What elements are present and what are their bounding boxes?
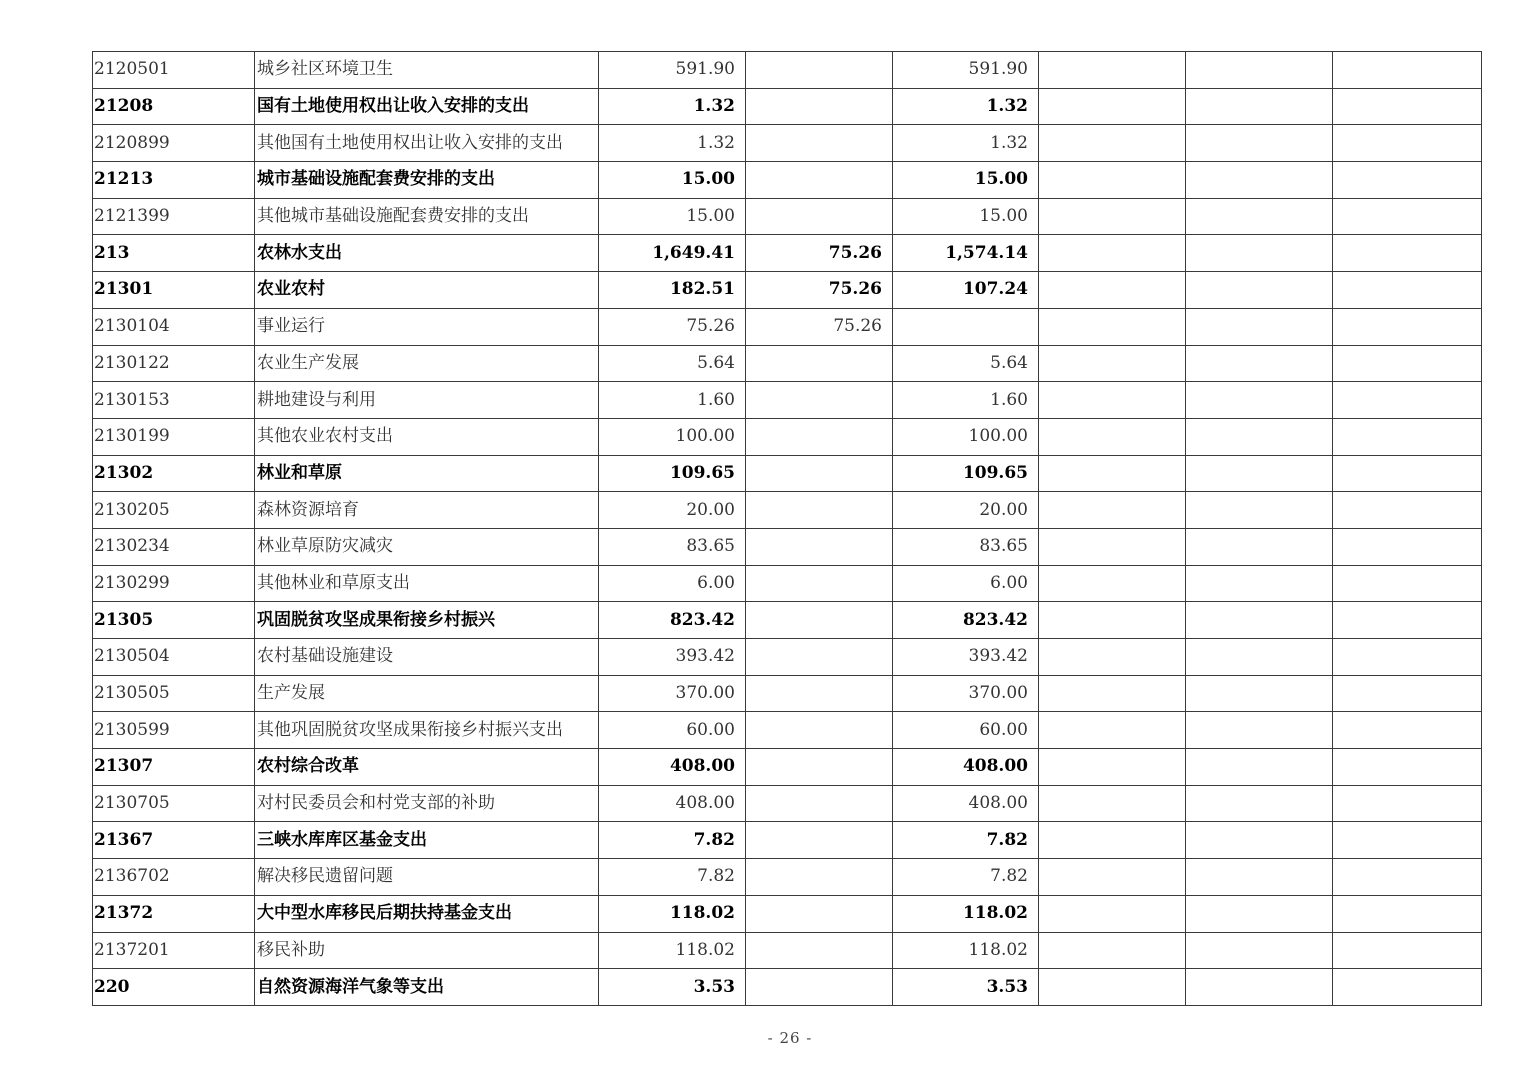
- table-row: [93, 455, 1482, 492]
- project-expenditure-cell: 408.00: [893, 749, 1039, 786]
- table-row: [93, 345, 1482, 382]
- empty-cell: [1039, 602, 1186, 639]
- empty-cell: [1333, 749, 1482, 786]
- subject-code-cell: 2136702: [93, 859, 255, 896]
- table-row: [93, 822, 1482, 859]
- total-amount-cell: 1.60: [599, 382, 746, 419]
- subject-code-cell: 2130199: [93, 418, 255, 455]
- empty-cell: [1186, 455, 1333, 492]
- empty-cell: [1039, 492, 1186, 529]
- subject-name-cell: 耕地建设与利用: [255, 382, 599, 419]
- subject-name-cell: 其他城市基础设施配套费安排的支出: [255, 198, 599, 235]
- subject-code-cell: 2137201: [93, 932, 255, 969]
- basic-expenditure-cell: [746, 749, 893, 786]
- empty-cell: [1039, 859, 1186, 896]
- subject-code-cell: 220: [93, 969, 255, 1006]
- subject-code-cell: 2130504: [93, 639, 255, 676]
- total-amount-cell: 83.65: [599, 528, 746, 565]
- total-amount-cell: 118.02: [599, 932, 746, 969]
- basic-expenditure-cell: [746, 418, 893, 455]
- table-row: [93, 198, 1482, 235]
- empty-cell: [1039, 308, 1186, 345]
- subject-name-cell: 移民补助: [255, 932, 599, 969]
- empty-cell: [1186, 418, 1333, 455]
- total-amount-cell: 1.32: [599, 88, 746, 125]
- basic-expenditure-cell: 75.26: [746, 272, 893, 309]
- basic-expenditure-cell: [746, 52, 893, 89]
- empty-cell: [1186, 859, 1333, 896]
- total-amount-cell: 75.26: [599, 308, 746, 345]
- basic-expenditure-cell: [746, 675, 893, 712]
- empty-cell: [1186, 272, 1333, 309]
- basic-expenditure-cell: [746, 712, 893, 749]
- table-row: [93, 969, 1482, 1006]
- page-number: - 26 -: [767, 1029, 813, 1047]
- table-row: [93, 675, 1482, 712]
- empty-cell: [1186, 235, 1333, 272]
- empty-cell: [1039, 895, 1186, 932]
- subject-code-cell: 2120899: [93, 125, 255, 162]
- subject-code-cell: 21367: [93, 822, 255, 859]
- basic-expenditure-cell: 75.26: [746, 235, 893, 272]
- project-expenditure-cell: 591.90: [893, 52, 1039, 89]
- project-expenditure-cell: 107.24: [893, 272, 1039, 309]
- project-expenditure-cell: 408.00: [893, 785, 1039, 822]
- project-expenditure-cell: 7.82: [893, 859, 1039, 896]
- basic-expenditure-cell: [746, 822, 893, 859]
- empty-cell: [1039, 639, 1186, 676]
- subject-code-cell: 2120501: [93, 52, 255, 89]
- subject-code-cell: 21307: [93, 749, 255, 786]
- subject-code-cell: 2130705: [93, 785, 255, 822]
- table-row: [93, 932, 1482, 969]
- empty-cell: [1039, 712, 1186, 749]
- project-expenditure-cell: 1.32: [893, 88, 1039, 125]
- empty-cell: [1186, 675, 1333, 712]
- subject-name-cell: 巩固脱贫攻坚成果衔接乡村振兴: [255, 602, 599, 639]
- subject-name-cell: 其他农业农村支出: [255, 418, 599, 455]
- total-amount-cell: 1,649.41: [599, 235, 746, 272]
- basic-expenditure-cell: [746, 639, 893, 676]
- empty-cell: [1333, 418, 1482, 455]
- empty-cell: [1039, 969, 1186, 1006]
- subject-code-cell: 2130205: [93, 492, 255, 529]
- table-row: [93, 895, 1482, 932]
- subject-code-cell: 2130234: [93, 528, 255, 565]
- empty-cell: [1333, 675, 1482, 712]
- subject-name-cell: 解决移民遗留问题: [255, 859, 599, 896]
- total-amount-cell: 100.00: [599, 418, 746, 455]
- basic-expenditure-cell: [746, 162, 893, 199]
- empty-cell: [1333, 932, 1482, 969]
- subject-code-cell: 21305: [93, 602, 255, 639]
- budget-expenditure-table: [92, 51, 1482, 1006]
- total-amount-cell: 823.42: [599, 602, 746, 639]
- total-amount-cell: 118.02: [599, 895, 746, 932]
- empty-cell: [1186, 528, 1333, 565]
- empty-cell: [1186, 52, 1333, 89]
- total-amount-cell: 15.00: [599, 198, 746, 235]
- empty-cell: [1333, 528, 1482, 565]
- basic-expenditure-cell: [746, 345, 893, 382]
- subject-name-cell: 其他巩固脱贫攻坚成果衔接乡村振兴支出: [255, 712, 599, 749]
- empty-cell: [1333, 382, 1482, 419]
- subject-code-cell: 21301: [93, 272, 255, 309]
- total-amount-cell: 408.00: [599, 749, 746, 786]
- project-expenditure-cell: 393.42: [893, 639, 1039, 676]
- basic-expenditure-cell: [746, 382, 893, 419]
- subject-name-cell: 森林资源培育: [255, 492, 599, 529]
- empty-cell: [1186, 492, 1333, 529]
- empty-cell: [1039, 785, 1186, 822]
- empty-cell: [1333, 859, 1482, 896]
- empty-cell: [1039, 749, 1186, 786]
- project-expenditure-cell: 823.42: [893, 602, 1039, 639]
- subject-code-cell: 21302: [93, 455, 255, 492]
- table-row: [93, 88, 1482, 125]
- empty-cell: [1039, 822, 1186, 859]
- subject-name-cell: 大中型水库移民后期扶持基金支出: [255, 895, 599, 932]
- subject-name-cell: 农业农村: [255, 272, 599, 309]
- table-row: [93, 639, 1482, 676]
- project-expenditure-cell: 15.00: [893, 198, 1039, 235]
- basic-expenditure-cell: [746, 602, 893, 639]
- empty-cell: [1186, 345, 1333, 382]
- subject-name-cell: 事业运行: [255, 308, 599, 345]
- basic-expenditure-cell: [746, 492, 893, 529]
- total-amount-cell: 15.00: [599, 162, 746, 199]
- empty-cell: [1333, 455, 1482, 492]
- basic-expenditure-cell: [746, 932, 893, 969]
- table-row: [93, 382, 1482, 419]
- empty-cell: [1039, 455, 1186, 492]
- empty-cell: [1333, 52, 1482, 89]
- subject-code-cell: 21372: [93, 895, 255, 932]
- subject-code-cell: 2130104: [93, 308, 255, 345]
- subject-name-cell: 国有土地使用权出让收入安排的支出: [255, 88, 599, 125]
- table-row: [93, 308, 1482, 345]
- empty-cell: [1186, 712, 1333, 749]
- table-row: [93, 492, 1482, 529]
- total-amount-cell: 182.51: [599, 272, 746, 309]
- table-row: [93, 712, 1482, 749]
- empty-cell: [1039, 198, 1186, 235]
- empty-cell: [1186, 125, 1333, 162]
- subject-name-cell: 农业生产发展: [255, 345, 599, 382]
- empty-cell: [1186, 969, 1333, 1006]
- empty-cell: [1186, 565, 1333, 602]
- subject-code-cell: 2130299: [93, 565, 255, 602]
- table-row: [93, 859, 1482, 896]
- empty-cell: [1039, 418, 1186, 455]
- empty-cell: [1186, 88, 1333, 125]
- empty-cell: [1186, 639, 1333, 676]
- basic-expenditure-cell: [746, 198, 893, 235]
- empty-cell: [1039, 125, 1186, 162]
- empty-cell: [1039, 52, 1186, 89]
- total-amount-cell: 20.00: [599, 492, 746, 529]
- subject-name-cell: 农村综合改革: [255, 749, 599, 786]
- subject-name-cell: 其他国有土地使用权出让收入安排的支出: [255, 125, 599, 162]
- empty-cell: [1039, 272, 1186, 309]
- empty-cell: [1333, 602, 1482, 639]
- basic-expenditure-cell: 75.26: [746, 308, 893, 345]
- total-amount-cell: 591.90: [599, 52, 746, 89]
- subject-name-cell: 对村民委员会和村党支部的补助: [255, 785, 599, 822]
- subject-code-cell: 21208: [93, 88, 255, 125]
- empty-cell: [1186, 602, 1333, 639]
- basic-expenditure-cell: [746, 125, 893, 162]
- empty-cell: [1333, 712, 1482, 749]
- empty-cell: [1333, 969, 1482, 1006]
- total-amount-cell: 6.00: [599, 565, 746, 602]
- subject-name-cell: 自然资源海洋气象等支出: [255, 969, 599, 1006]
- empty-cell: [1333, 639, 1482, 676]
- table-row: [93, 528, 1482, 565]
- table-row: [93, 602, 1482, 639]
- empty-cell: [1186, 785, 1333, 822]
- project-expenditure-cell: 5.64: [893, 345, 1039, 382]
- subject-code-cell: 2130505: [93, 675, 255, 712]
- project-expenditure-cell: 370.00: [893, 675, 1039, 712]
- total-amount-cell: 5.64: [599, 345, 746, 382]
- project-expenditure-cell: 60.00: [893, 712, 1039, 749]
- basic-expenditure-cell: [746, 528, 893, 565]
- empty-cell: [1333, 822, 1482, 859]
- total-amount-cell: 370.00: [599, 675, 746, 712]
- total-amount-cell: 1.32: [599, 125, 746, 162]
- basic-expenditure-cell: [746, 969, 893, 1006]
- empty-cell: [1333, 895, 1482, 932]
- empty-cell: [1333, 235, 1482, 272]
- empty-cell: [1333, 125, 1482, 162]
- subject-name-cell: 城乡社区环境卫生: [255, 52, 599, 89]
- basic-expenditure-cell: [746, 859, 893, 896]
- subject-name-cell: 三峡水库库区基金支出: [255, 822, 599, 859]
- empty-cell: [1039, 382, 1186, 419]
- table-row: [93, 52, 1482, 89]
- empty-cell: [1186, 822, 1333, 859]
- project-expenditure-cell: 1,574.14: [893, 235, 1039, 272]
- subject-name-cell: 农林水支出: [255, 235, 599, 272]
- subject-code-cell: 2130599: [93, 712, 255, 749]
- project-expenditure-cell: 109.65: [893, 455, 1039, 492]
- empty-cell: [1039, 345, 1186, 382]
- subject-name-cell: 其他林业和草原支出: [255, 565, 599, 602]
- subject-code-cell: 21213: [93, 162, 255, 199]
- total-amount-cell: 7.82: [599, 822, 746, 859]
- basic-expenditure-cell: [746, 455, 893, 492]
- empty-cell: [1186, 932, 1333, 969]
- project-expenditure-cell: 118.02: [893, 895, 1039, 932]
- empty-cell: [1333, 272, 1482, 309]
- basic-expenditure-cell: [746, 785, 893, 822]
- empty-cell: [1039, 932, 1186, 969]
- empty-cell: [1333, 492, 1482, 529]
- total-amount-cell: 393.42: [599, 639, 746, 676]
- total-amount-cell: 60.00: [599, 712, 746, 749]
- basic-expenditure-cell: [746, 895, 893, 932]
- table-row: [93, 565, 1482, 602]
- project-expenditure-cell: 7.82: [893, 822, 1039, 859]
- empty-cell: [1039, 565, 1186, 602]
- empty-cell: [1039, 235, 1186, 272]
- empty-cell: [1186, 162, 1333, 199]
- basic-expenditure-cell: [746, 88, 893, 125]
- project-expenditure-cell: 1.32: [893, 125, 1039, 162]
- subject-code-cell: 2130122: [93, 345, 255, 382]
- project-expenditure-cell: 1.60: [893, 382, 1039, 419]
- project-expenditure-cell: 100.00: [893, 418, 1039, 455]
- table-row: [93, 125, 1482, 162]
- table-row: [93, 235, 1482, 272]
- subject-code-cell: 213: [93, 235, 255, 272]
- empty-cell: [1333, 88, 1482, 125]
- project-expenditure-cell: 15.00: [893, 162, 1039, 199]
- empty-cell: [1186, 308, 1333, 345]
- empty-cell: [1186, 382, 1333, 419]
- empty-cell: [1039, 675, 1186, 712]
- subject-code-cell: 2130153: [93, 382, 255, 419]
- total-amount-cell: 3.53: [599, 969, 746, 1006]
- basic-expenditure-cell: [746, 565, 893, 602]
- subject-name-cell: 农村基础设施建设: [255, 639, 599, 676]
- table-row: [93, 272, 1482, 309]
- empty-cell: [1039, 162, 1186, 199]
- subject-name-cell: 城市基础设施配套费安排的支出: [255, 162, 599, 199]
- empty-cell: [1333, 565, 1482, 602]
- empty-cell: [1039, 528, 1186, 565]
- total-amount-cell: 7.82: [599, 859, 746, 896]
- empty-cell: [1333, 785, 1482, 822]
- subject-code-cell: 2121399: [93, 198, 255, 235]
- subject-name-cell: 生产发展: [255, 675, 599, 712]
- project-expenditure-cell: 6.00: [893, 565, 1039, 602]
- project-expenditure-cell: 20.00: [893, 492, 1039, 529]
- project-expenditure-cell: 118.02: [893, 932, 1039, 969]
- project-expenditure-cell: [893, 308, 1039, 345]
- empty-cell: [1333, 162, 1482, 199]
- empty-cell: [1186, 749, 1333, 786]
- empty-cell: [1333, 198, 1482, 235]
- empty-cell: [1186, 895, 1333, 932]
- table-body: [93, 52, 1482, 1006]
- empty-cell: [1039, 88, 1186, 125]
- table-row: [93, 785, 1482, 822]
- project-expenditure-cell: 3.53: [893, 969, 1039, 1006]
- table-row: [93, 162, 1482, 199]
- total-amount-cell: 109.65: [599, 455, 746, 492]
- subject-name-cell: 林业和草原: [255, 455, 599, 492]
- empty-cell: [1186, 198, 1333, 235]
- empty-cell: [1333, 345, 1482, 382]
- table-row: [93, 418, 1482, 455]
- total-amount-cell: 408.00: [599, 785, 746, 822]
- project-expenditure-cell: 83.65: [893, 528, 1039, 565]
- empty-cell: [1333, 308, 1482, 345]
- subject-name-cell: 林业草原防灾减灾: [255, 528, 599, 565]
- table-row: [93, 749, 1482, 786]
